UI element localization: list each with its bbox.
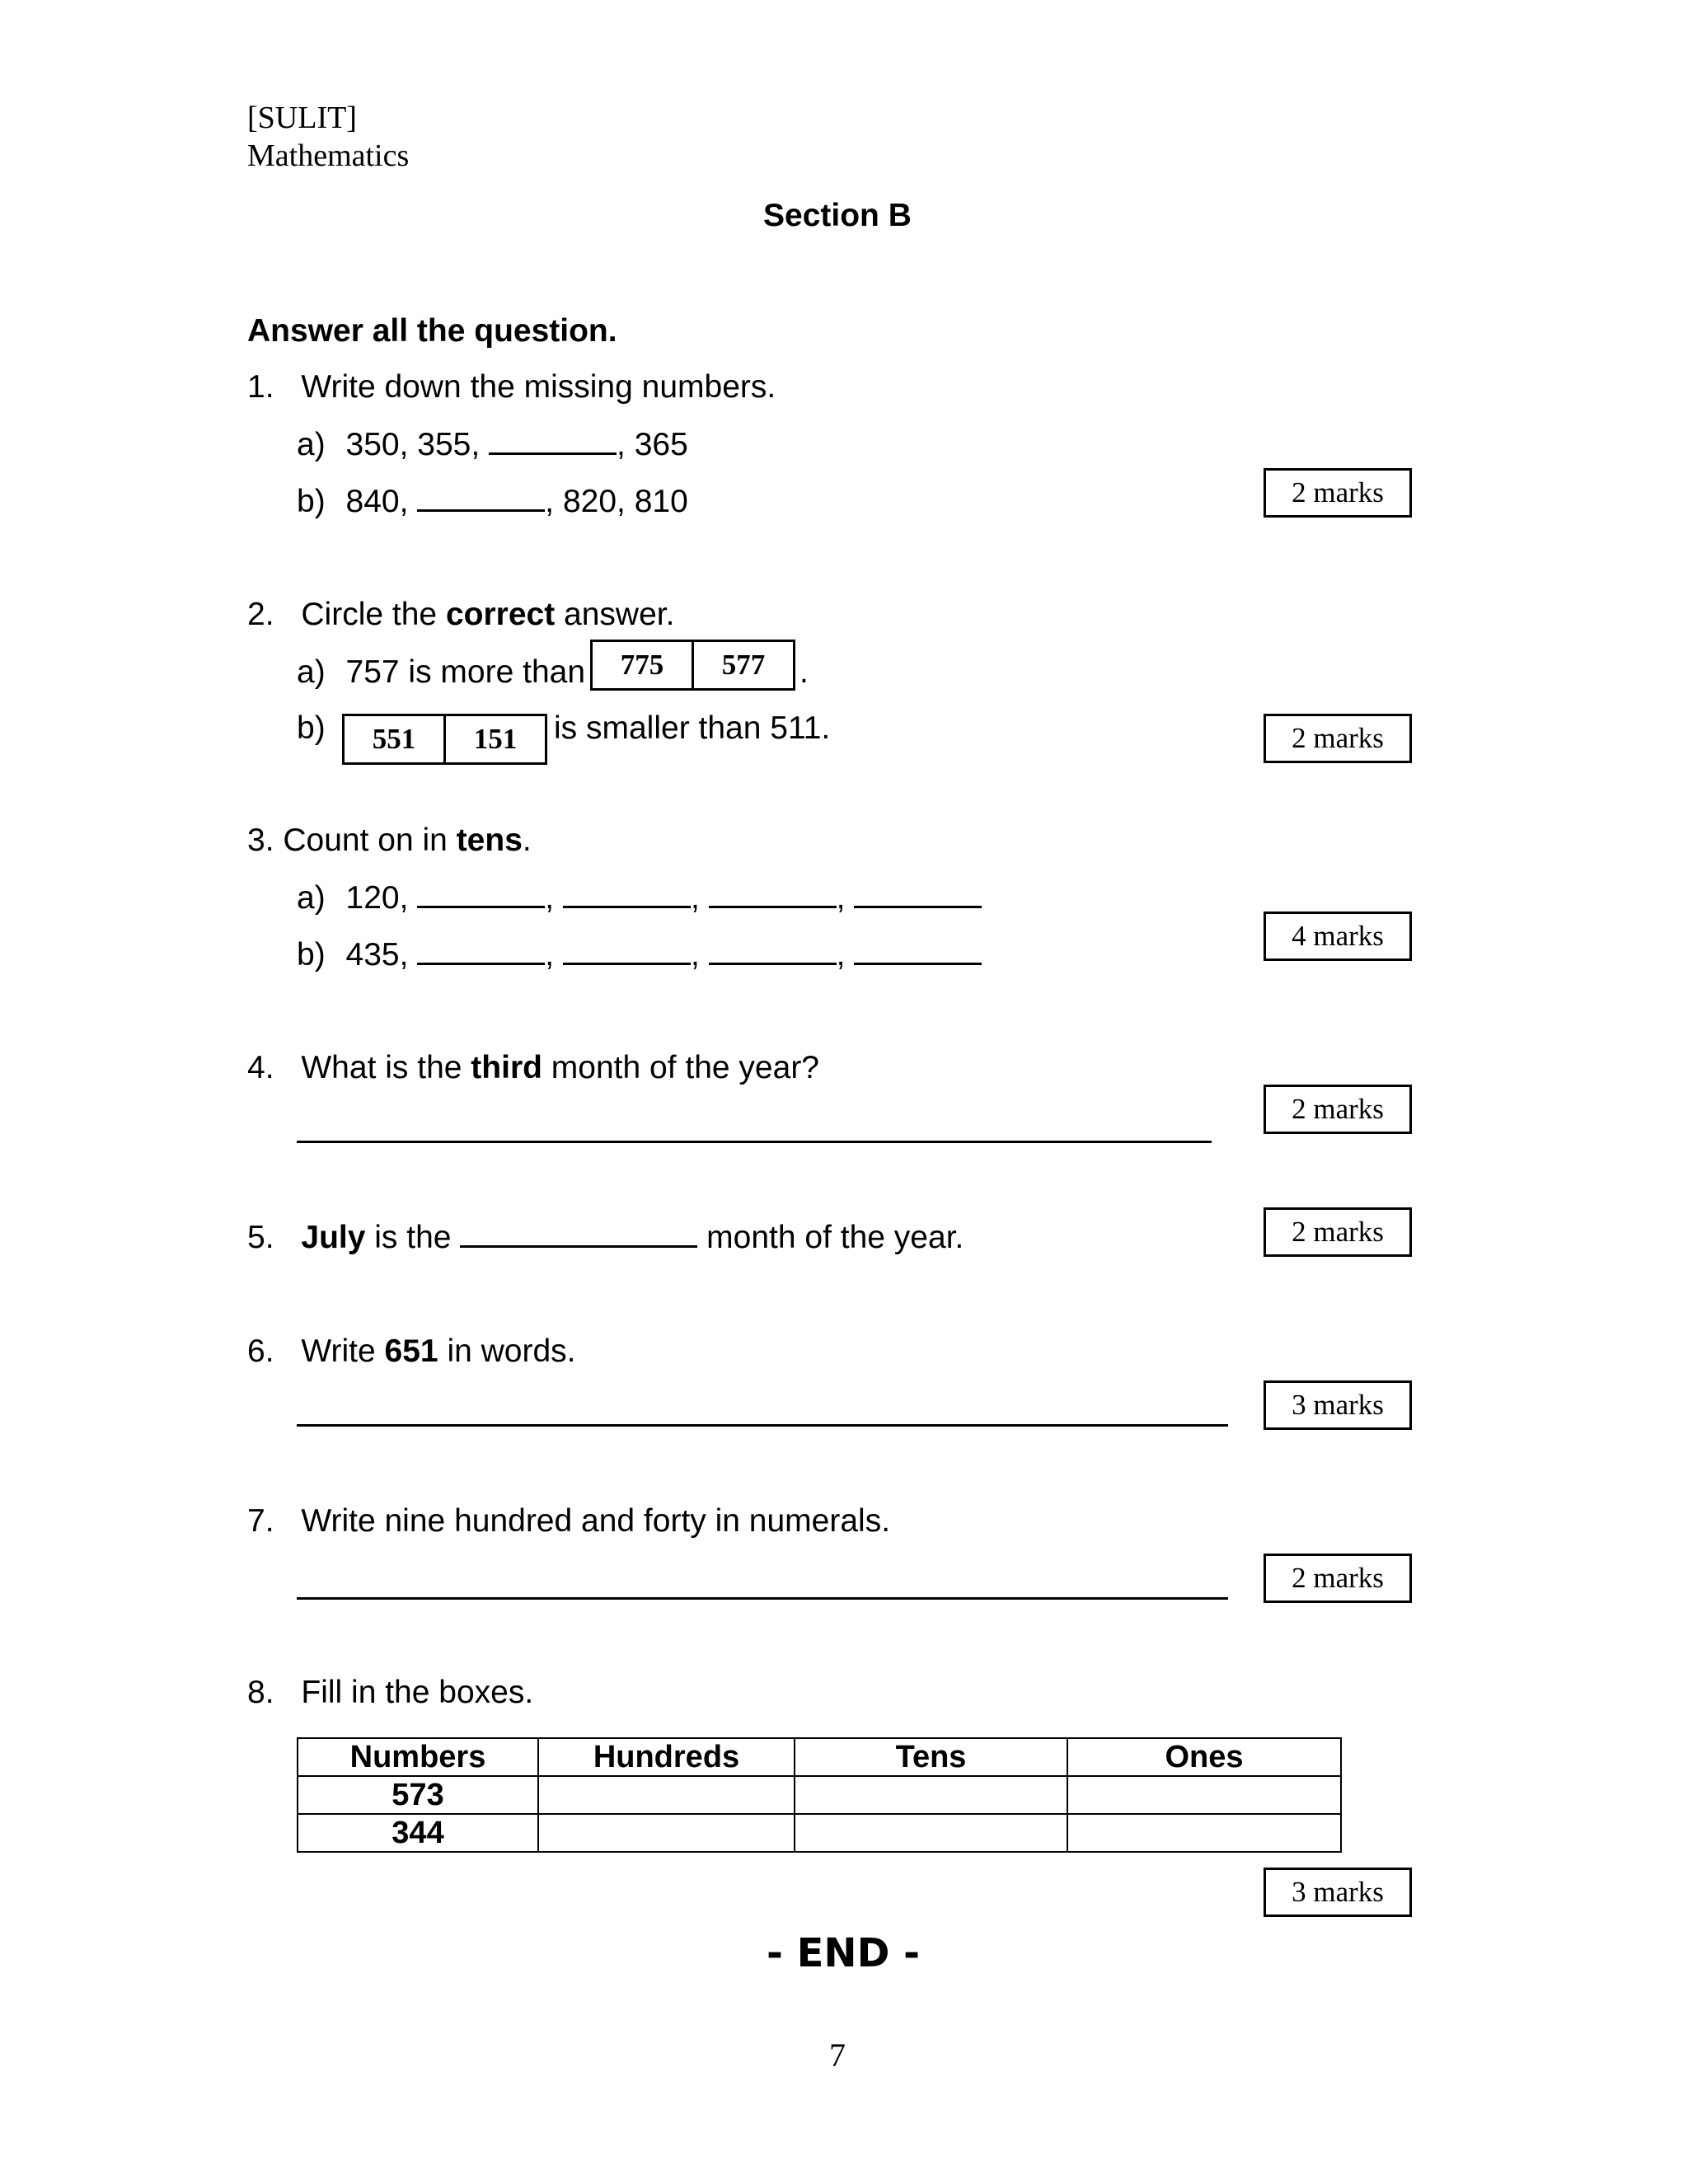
part-label: a) [297,654,326,690]
answer-blank[interactable] [563,938,691,965]
question-text-emphasis: 651 [384,1333,438,1369]
question-number: 8. [247,1675,274,1710]
answer-cell[interactable] [795,1776,1067,1814]
part-label: b) [297,484,326,519]
separator: , [545,880,555,916]
section-title: Section B [763,198,912,233]
table-row [298,1814,1341,1852]
marks-box: 4 marks [1264,912,1412,961]
question-1 [247,369,776,405]
statement-end: . [799,654,809,690]
separator: , [545,937,555,972]
question-1b [297,484,688,520]
sequence-start: 840, [345,484,409,519]
question-text: Write [301,1333,376,1369]
marks-box: 2 marks [1264,1207,1412,1257]
part-label: b) [297,710,326,746]
instruction: Answer all the question. [247,313,617,349]
question-text: month of the year. [706,1220,964,1255]
question-number: 5. [247,1220,274,1255]
part-label: a) [297,880,326,916]
question-text: 3. Count on in [247,823,448,858]
answer-blank[interactable] [489,428,617,455]
question-text-emphasis: third [471,1050,542,1085]
column-header: Numbers [298,1738,538,1776]
number-cell: 344 [298,1814,538,1852]
answer-blank[interactable] [854,938,982,965]
marks-box: 2 marks [1264,1554,1412,1603]
question-text: . [522,823,532,858]
question-2 [247,597,674,633]
marks-box: 2 marks [1264,1085,1412,1134]
answer-cell[interactable] [538,1776,795,1814]
choice-box-2a [590,640,795,691]
question-number: 4. [247,1050,274,1085]
question-7 [247,1503,890,1540]
answer-blank[interactable] [854,881,982,908]
question-text: Circle the [301,597,438,632]
sequence-start: 120, [345,880,409,916]
classification-label: [SULIT] [247,101,357,135]
answer-cell[interactable] [795,1814,1067,1852]
answer-cell[interactable] [1067,1814,1341,1852]
question-text: What is the [301,1050,462,1085]
answer-line[interactable] [297,1141,1212,1143]
answer-cell[interactable] [538,1814,795,1852]
question-3a [297,880,982,916]
question-4 [247,1050,819,1086]
separator: , [836,880,846,916]
marks-box: 3 marks [1264,1868,1412,1917]
statement-text: is smaller than 511. [554,710,831,746]
question-text: Write nine hundred and forty in numerals. [301,1503,891,1539]
marks-box: 2 marks [1264,714,1412,763]
marks-box: 2 marks [1264,468,1412,518]
column-header: Tens [795,1738,1067,1776]
question-3b [297,937,982,973]
marks-box: 3 marks [1264,1380,1412,1430]
question-text: Fill in the boxes. [301,1675,534,1710]
sequence-end: , 820, 810 [545,484,688,519]
question-text: answer. [564,597,675,632]
question-text: in words. [447,1333,576,1369]
question-text-emphasis: July [301,1220,366,1255]
answer-line[interactable] [297,1597,1228,1600]
table-header-row [298,1738,1341,1776]
choice-box-2b [342,714,547,765]
number-cell: 573 [298,1776,538,1814]
subject-label: Mathematics [247,138,410,173]
table-row [298,1776,1341,1814]
question-text: Write down the missing numbers. [301,369,776,405]
column-header: Ones [1067,1738,1341,1776]
question-5 [247,1220,964,1256]
question-text-emphasis: tens [456,823,523,858]
answer-blank[interactable] [460,1221,697,1248]
sequence-start: 435, [345,937,409,972]
choice-option[interactable]: 151 [443,716,545,762]
answer-blank[interactable] [417,938,545,965]
question-text: month of the year? [551,1050,819,1085]
question-3 [247,823,532,859]
column-header: Hundreds [538,1738,795,1776]
page-number: 7 [829,2036,846,2074]
answer-blank[interactable] [709,881,837,908]
answer-blank[interactable] [709,938,837,965]
question-text-emphasis: correct [445,597,556,632]
end-marker: - END - [767,1930,921,1976]
choice-option[interactable]: 577 [692,642,793,688]
question-8 [247,1675,533,1711]
question-2a [297,654,585,691]
separator: , [690,937,700,972]
choice-option[interactable]: 551 [372,723,416,755]
question-number: 6. [247,1333,274,1369]
separator: , [836,937,846,972]
part-label: b) [297,937,326,972]
answer-cell[interactable] [1067,1776,1341,1814]
choice-option[interactable]: 775 [620,649,664,681]
question-number: 7. [247,1503,274,1539]
place-value-table [297,1737,1342,1853]
sequence-end: , 365 [617,427,688,462]
answer-blank[interactable] [417,485,545,512]
separator: , [690,880,700,916]
statement-text: 757 is more than [345,654,586,690]
question-number: 2. [247,597,274,632]
question-text: is the [374,1220,452,1255]
answer-line[interactable] [297,1424,1228,1427]
sequence-start: 350, 355, [345,427,481,462]
answer-blank[interactable] [417,881,545,908]
part-label: a) [297,427,326,462]
question-1a [297,427,688,463]
question-number: 1. [247,369,274,405]
question-6 [247,1333,576,1370]
answer-blank[interactable] [563,881,691,908]
